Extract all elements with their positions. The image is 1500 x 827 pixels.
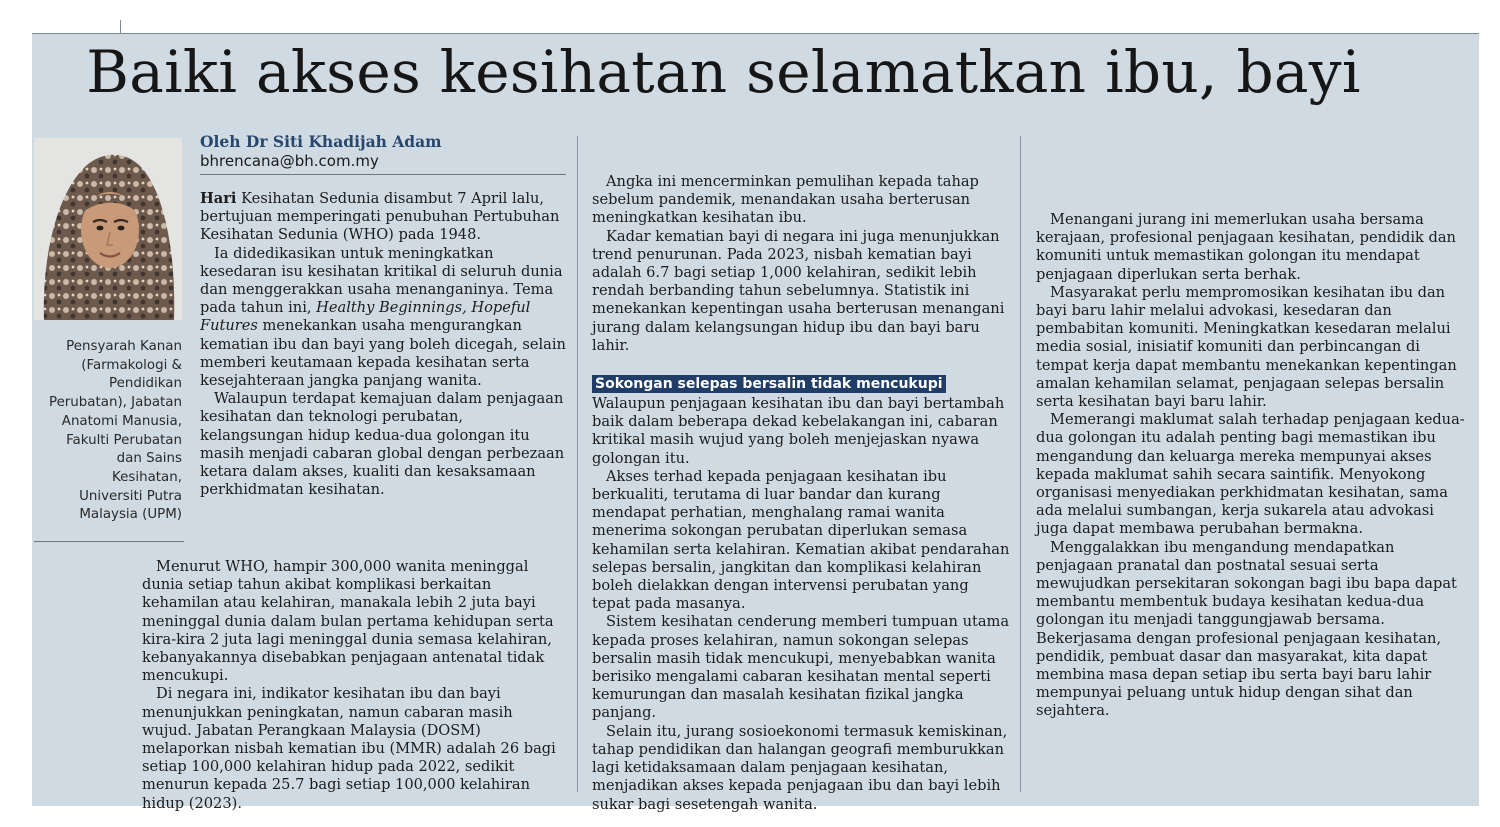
top-tick-mark xyxy=(120,20,121,34)
theme-title: Healthy Beginnings, Hopeful Futures xyxy=(200,299,531,335)
article-column-3 xyxy=(1036,211,1470,721)
paragraph-lead xyxy=(200,190,566,245)
author-photo xyxy=(34,138,182,320)
paragraph: Menangani jurang ini memerlukan usaha bersama kerajaan, profesional penjagaan kesihatan, pendidik dan komuniti untuk memastikan golongan itu mendapat penjagaan diperlukan serta berhak. xyxy=(1036,211,1456,283)
subheading-text: Sokongan selepas bersalin tidak mencukupi xyxy=(592,375,946,393)
paragraph: Memerangi maklumat salah terhadap penjagaan kedua-dua golongan itu adalah penting bagi memastikan ibu mengandung dan keluarga mereka mempunyai akses kepada maklumat sahih secara saintifik. Menyokong organisasi menyediakan perkhidmatan kesihatan, sama ada melalui sumbangan, kerja sukarela atau advokasi juga dapat membawa perubahan bermakna. xyxy=(1036,411,1465,538)
column-divider xyxy=(1020,136,1021,792)
paragraph: Selain itu, jurang sosioekonomi termasuk kemiskinan, tahap pendidikan dan halangan geografi memburukkan lagi ketidaksamaan dalam penjagaan kesihatan, menjadikan akses kepada penjagaan ibu dan bayi lebih sukar bagi sesetengah wanita. xyxy=(592,722,1008,813)
bio-line: dan Sains xyxy=(116,451,182,467)
bio-line: Kesihatan, xyxy=(112,469,182,485)
paragraph: Kadar kematian bayi di negara ini juga menunjukkan trend penurunan. Pada 2023, nisbah kematian bayi adalah 6.7 bagi setiap 1,000 kelahiran, sedikit lebih rendah berbanding tahun sebelumnya. Statistik ini menekankan kepentingan usaha berterusan menangani jurang dalam kelangsungan hidup ibu dan bayi baru lahir. xyxy=(592,227,1005,354)
bio-line: Anatomi Manusia, xyxy=(61,413,182,429)
paragraph xyxy=(200,245,566,391)
paragraph: Akses terhad kepada penjagaan kesihatan ibu berkualiti, terutama di luar bandar dan kurang mendapat perhatian, menghalang ramai wanita menerima sokongan perubatan diperlukan semasa kehamilan serta kelahiran. Kematian akibat pendarahan selepas bersalin, jangkitan dan komplikasi kelahiran boleh dielakkan dengan intervensi perubatan yang tepat pada masanya. xyxy=(592,467,1010,613)
bio-line: Perubatan), Jabatan xyxy=(48,395,182,411)
bio-line: Pendidikan xyxy=(109,376,182,392)
author-email[interactable]: bhrencana@bh.com.my xyxy=(200,152,379,170)
byline-divider xyxy=(200,174,566,175)
paragraph-text: Ia didedikasikan untuk meningkatkan kesedaran isu kesihatan kritikal di seluruh dunia dan menggerakkan usaha menanganinya. Tema pada tahun ini, xyxy=(200,244,563,317)
lead-word: Hari xyxy=(200,190,237,207)
bio-line: Pensyarah Kanan xyxy=(66,339,182,354)
paragraph: Menggalakkan ibu mengandung mendapatkan penjagaan pranatal dan postnatal sesuai serta mewujudkan persekitaran sokongan bagi ibu bapa dapat membantu membentuk budaya kesihatan kedua-dua golongan itu menjadi tanggungjawab bersama. Bekerjasama dengan profesional penjagaan kesihatan, pendidik, pembuat dasar dan masyarakat, kita dapat membina masa depan setiap ibu serta bayi baru lahir mempunyai peluang untuk hidup dengan sihat dan sejahtera. xyxy=(1036,538,1457,720)
paragraph: Walaupun penjagaan kesihatan ibu dan bayi bertambah baik dalam beberapa dekad kebelakangan ini, cabaran kritikal masih wujud yang boleh menjejaskan nyawa golongan itu. xyxy=(592,395,1005,467)
bio-line: Fakulti Perubatan xyxy=(66,432,182,448)
article-column-2 xyxy=(592,173,1010,814)
column-divider xyxy=(577,136,578,792)
paragraph: Angka ini mencerminkan pemulihan kepada tahap sebelum pandemik, menandakan usaha berterusan meningkatkan kesihatan ibu. xyxy=(592,173,979,227)
paragraph-text: menekankan usaha mengurangkan kematian ibu dan bayi yang boleh dicegah, selain memberi keutamaan kepada kesihatan serta kesejahteraan jangka panjang wanita. xyxy=(200,317,566,390)
paragraph: Menurut WHO, hampir 300,000 wanita meninggal dunia setiap tahun akibat komplikasi berkaitan kehamilan atau kelahiran, manakala lebih 2 juta bayi meninggal dunia dalam bulan pertama kehidupan serta kira-kira 2 juta lagi meninggal dunia semasa kelahiran, kebanyakannya disebabkan penjagaan antenatal tidak mencukupi. xyxy=(142,558,554,685)
article-column-1-upper xyxy=(200,190,566,499)
article-headline: Baiki akses kesihatan selamatkan ibu, bayi xyxy=(86,38,1361,106)
bio-line: Universiti Putra xyxy=(79,488,182,504)
paragraph: Walaupun terdapat kemajuan dalam penjagaan kesihatan dan teknologi perubatan, kelangsungan hidup kedua-dua golongan itu masih menjadi cabaran global dengan perbezaan ketara dalam akses, kualiti dan kesaksamaan perkhidmatan kesihatan. xyxy=(200,390,565,499)
bio-line: (Farmakologi & xyxy=(81,357,182,373)
paragraph: Masyarakat perlu mempromosikan kesihatan ibu dan bayi baru lahir melalui advokasi, kesedaran dan pembabitan komuniti. Meningkatkan kesedaran melalui media sosial, inisiatif komuniti dan perbincangan di tempat kerja dapat membantu menekankan kepentingan amalan kehamilan selamat, penjagaan selepas bersalin serta kesihatan bayi baru lahir. xyxy=(1036,283,1457,411)
bio-line: Malaysia (UPM) xyxy=(79,507,182,523)
subheading xyxy=(592,375,1010,393)
author-bio xyxy=(34,338,182,525)
author-name: Oleh Dr Siti Khadijah Adam xyxy=(200,132,442,151)
byline xyxy=(200,132,565,171)
lead-text: Kesihatan Sedunia disambut 7 April lalu, bertujuan memperingati penubuhan Pertubuhan Kesihatan Sedunia (WHO) pada 1948. xyxy=(200,190,560,244)
bio-divider xyxy=(34,541,184,542)
article-column-1-lower xyxy=(142,558,566,813)
paragraph: Di negara ini, indikator kesihatan ibu dan bayi menunjukkan peningkatan, namun cabaran masih wujud. Jabatan Perangkaan Malaysia (DOSM) melaporkan nisbah kematian ibu (MMR) adalah 26 bagi setiap 100,000 kelahiran hidup pada 2022, sedikit menurun kepada 25.7 bagi setiap 100,000 kelahiran hidup (2023). xyxy=(142,685,556,812)
paragraph: Sistem kesihatan cenderung memberi tumpuan utama kepada proses kelahiran, namun sokongan selepas bersalin masih tidak mencukupi, menyebabkan wanita berisiko mengalami cabaran kesihatan mental seperti kemurungan dan masalah kesihatan fizikal jangka panjang. xyxy=(592,613,1010,722)
